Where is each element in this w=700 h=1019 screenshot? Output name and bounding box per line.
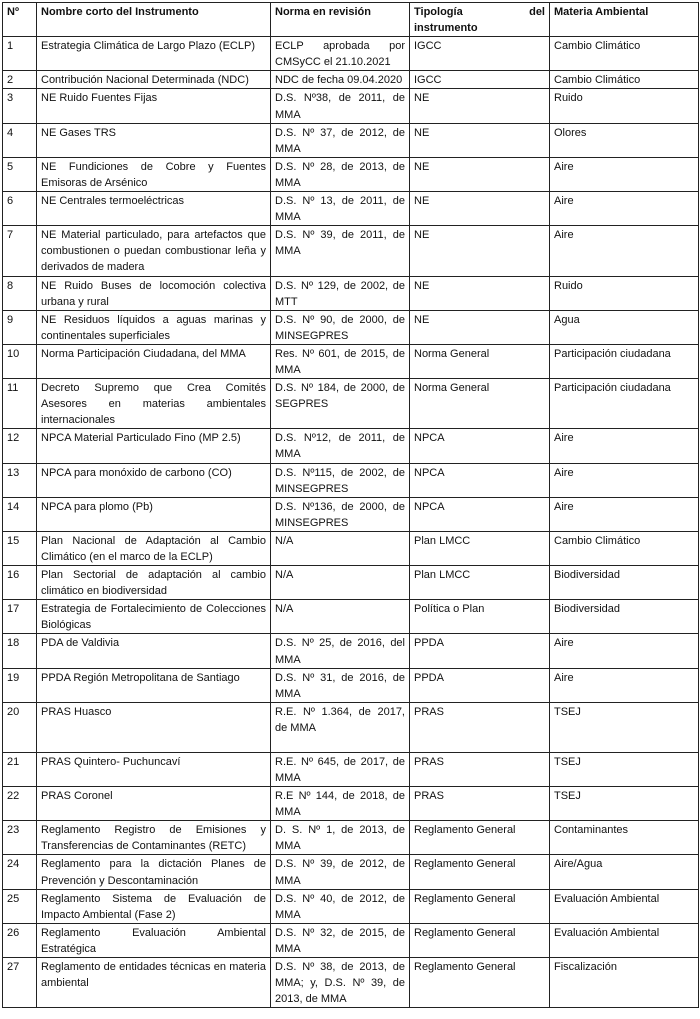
instrument-type: Norma General [410,344,550,378]
environmental-matter: Ruido [550,89,699,123]
table-row [3,429,699,463]
instrument-type: Reglamento General [410,923,550,957]
norm-under-review: ECLP aprobada por CMSyCC el 21.10.2021 [271,37,410,71]
table-row [3,463,699,497]
environmental-matter: Evaluación Ambiental [550,889,699,923]
norm-under-review: D.S. Nº 184, de 2000, de SEGPRES [271,379,410,429]
table-row [3,855,699,889]
norm-under-review: D.S. Nº136, de 2000, de MINSEGPRES [271,497,410,531]
header-name: Nombre corto del Instrumento [37,3,271,37]
row-number: 12 [3,429,37,463]
header-type: Tipología del instrumento [410,3,550,37]
environmental-matter: Biodiversidad [550,566,699,600]
instrument-type: NE [410,192,550,226]
environmental-matter: Aire [550,157,699,191]
row-number: 18 [3,634,37,668]
table-row [3,600,699,634]
instrument-type: Reglamento General [410,855,550,889]
norm-under-review: N/A [271,531,410,565]
row-number: 26 [3,923,37,957]
table-row [3,889,699,923]
instrument-name: NE Ruido Buses de locomoción colectiva urbana y rural [37,276,271,310]
instrument-name: Reglamento Sistema de Evaluación de Impacto Ambiental (Fase 2) [37,889,271,923]
instrument-name: NE Material particulado, para artefactos que combustionen o puedan combustionar leña y derivados de madera [37,226,271,276]
row-number: 16 [3,566,37,600]
table-row [3,702,699,752]
row-number: 4 [3,123,37,157]
environmental-matter: Cambio Climático [550,71,699,89]
norm-under-review: D.S. Nº 28, de 2013, de MMA [271,157,410,191]
norm-under-review: D.S. Nº 38, de 2013, de MMA; y, D.S. Nº 39, de 2013, de MMA [271,957,410,1007]
instrument-type: Reglamento General [410,957,550,1007]
instrument-type: Plan LMCC [410,531,550,565]
row-number: 19 [3,668,37,702]
instrument-type: Norma General [410,379,550,429]
instrument-type: Reglamento General [410,889,550,923]
environmental-matter: Aire/Agua [550,855,699,889]
row-number: 23 [3,821,37,855]
environmental-matter: Cambio Climático [550,37,699,71]
instrument-name: PRAS Coronel [37,787,271,821]
environmental-matter: TSEJ [550,752,699,786]
instrument-name: NE Fundiciones de Cobre y Fuentes Emisoras de Arsénico [37,157,271,191]
row-number: 22 [3,787,37,821]
instrument-type: PRAS [410,787,550,821]
table-row [3,123,699,157]
environmental-matter: Aire [550,463,699,497]
norm-under-review: Res. Nº 601, de 2015, de MMA [271,344,410,378]
row-number: 1 [3,37,37,71]
row-number: 21 [3,752,37,786]
table-row [3,923,699,957]
environmental-matter: Biodiversidad [550,600,699,634]
norm-under-review: R.E Nº 144, de 2018, de MMA [271,787,410,821]
environmental-matter: Contaminantes [550,821,699,855]
instrument-name: NE Residuos líquidos a aguas marinas y continentales superficiales [37,310,271,344]
environmental-matter: Participación ciudadana [550,344,699,378]
table-row [3,531,699,565]
norm-under-review: D.S. Nº 25, de 2016, del MMA [271,634,410,668]
instrument-type: IGCC [410,37,550,71]
instrument-type: NE [410,157,550,191]
table-row [3,37,699,71]
instrument-name: Reglamento para la dictación Planes de Prevención y Descontaminación [37,855,271,889]
environmental-matter: Cambio Climático [550,531,699,565]
norm-under-review: D.S. Nº38, de 2011, de MMA [271,89,410,123]
table-row [3,310,699,344]
instrument-type: NE [410,123,550,157]
row-number: 8 [3,276,37,310]
header-number: Nº [3,3,37,37]
table-row [3,787,699,821]
header-matter: Materia Ambiental [550,3,699,37]
row-number: 20 [3,702,37,752]
instrument-type: NE [410,89,550,123]
table-row [3,821,699,855]
norm-under-review: D.S. Nº12, de 2011, de MMA [271,429,410,463]
row-number: 15 [3,531,37,565]
environmental-matter: TSEJ [550,702,699,752]
instrument-name: Reglamento de entidades técnicas en materia ambiental [37,957,271,1007]
row-number: 14 [3,497,37,531]
row-number: 2 [3,71,37,89]
instrument-type: NPCA [410,497,550,531]
instrument-name: Estrategia de Fortalecimiento de Colecciones Biológicas [37,600,271,634]
instrument-name: NPCA para plomo (Pb) [37,497,271,531]
instrument-type: NPCA [410,429,550,463]
norm-under-review: D.S. Nº115, de 2002, de MINSEGPRES [271,463,410,497]
row-number: 27 [3,957,37,1007]
table-row [3,668,699,702]
row-number: 13 [3,463,37,497]
instrument-name: Decreto Supremo que Crea Comités Asesores en materias ambientales internacionales [37,379,271,429]
instrument-type: Plan LMCC [410,566,550,600]
header-row [3,3,699,37]
environmental-matter: Aire [550,634,699,668]
row-number: 7 [3,226,37,276]
table-row [3,379,699,429]
environmental-matter: Aire [550,226,699,276]
instrument-type: PRAS [410,702,550,752]
instrument-name: Plan Nacional de Adaptación al Cambio Climático (en el marco de la ECLP) [37,531,271,565]
row-number: 25 [3,889,37,923]
environmental-matter: TSEJ [550,787,699,821]
instrument-name: NPCA Material Particulado Fino (MP 2.5) [37,429,271,463]
environmental-matter: Olores [550,123,699,157]
instrument-type: NE [410,310,550,344]
environmental-matter: Agua [550,310,699,344]
norm-under-review: NDC de fecha 09.04.2020 [271,71,410,89]
instrument-type: NPCA [410,463,550,497]
instrument-name: PPDA Región Metropolitana de Santiago [37,668,271,702]
table-row [3,497,699,531]
instrument-name: PDA de Valdivia [37,634,271,668]
row-number: 5 [3,157,37,191]
norm-under-review: D. S. Nº 1, de 2013, de MMA [271,821,410,855]
instrument-type: NE [410,276,550,310]
row-number: 3 [3,89,37,123]
norm-under-review: N/A [271,600,410,634]
row-number: 11 [3,379,37,429]
table-row [3,71,699,89]
norm-under-review: R.E. Nº 645, de 2017, de MMA [271,752,410,786]
table-row [3,276,699,310]
environmental-matter: Aire [550,429,699,463]
row-number: 10 [3,344,37,378]
instrument-type: Reglamento General [410,821,550,855]
instrument-type: IGCC [410,71,550,89]
norm-under-review: D.S. Nº 90, de 2000, de MINSEGPRES [271,310,410,344]
instrument-type: PPDA [410,668,550,702]
environmental-matter: Aire [550,668,699,702]
instrument-name: NE Gases TRS [37,123,271,157]
instruments-table [2,2,699,1008]
environmental-matter: Aire [550,192,699,226]
instrument-name: Reglamento Evaluación Ambiental Estratégica [37,923,271,957]
table-row [3,634,699,668]
norm-under-review: D.S. Nº 40, de 2012, de MMA [271,889,410,923]
instrument-type: PPDA [410,634,550,668]
instrument-name: PRAS Huasco [37,702,271,752]
norm-under-review: N/A [271,566,410,600]
table-row [3,957,699,1007]
instrument-name: Reglamento Registro de Emisiones y Transferencias de Contaminantes (RETC) [37,821,271,855]
table-row [3,226,699,276]
norm-under-review: D.S. Nº 32, de 2015, de MMA [271,923,410,957]
norm-under-review: D.S. Nº 39, de 2012, de MMA [271,855,410,889]
norm-under-review: D.S. Nº 13, de 2011, de MMA [271,192,410,226]
instrument-name: Estrategia Climática de Largo Plazo (ECLP) [37,37,271,71]
instrument-type: PRAS [410,752,550,786]
row-number: 6 [3,192,37,226]
instrument-name: Plan Sectorial de adaptación al cambio climático en biodiversidad [37,566,271,600]
environmental-matter: Ruido [550,276,699,310]
table-row [3,566,699,600]
row-number: 24 [3,855,37,889]
environmental-matter: Participación ciudadana [550,379,699,429]
header-norm: Norma en revisión [271,3,410,37]
norm-under-review: D.S. Nº 37, de 2012, de MMA [271,123,410,157]
table-row [3,192,699,226]
norm-under-review: R.E. Nº 1.364, de 2017, de MMA [271,702,410,752]
table-row [3,752,699,786]
norm-under-review: D.S. Nº 129, de 2002, de MTT [271,276,410,310]
instrument-name: Norma Participación Ciudadana, del MMA [37,344,271,378]
instrument-type: Política o Plan [410,600,550,634]
instrument-name: NPCA para monóxido de carbono (CO) [37,463,271,497]
table-row [3,344,699,378]
instrument-type: NE [410,226,550,276]
norm-under-review: D.S. Nº 31, de 2016, de MMA [271,668,410,702]
environmental-matter: Evaluación Ambiental [550,923,699,957]
instrument-name: NE Centrales termoeléctricas [37,192,271,226]
instrument-name: PRAS Quintero- Puchuncaví [37,752,271,786]
table-row [3,157,699,191]
table-row [3,89,699,123]
instrument-name: Contribución Nacional Determinada (NDC) [37,71,271,89]
row-number: 9 [3,310,37,344]
norm-under-review: D.S. Nº 39, de 2011, de MMA [271,226,410,276]
environmental-matter: Aire [550,497,699,531]
row-number: 17 [3,600,37,634]
instrument-name: NE Ruido Fuentes Fijas [37,89,271,123]
environmental-matter: Fiscalización [550,957,699,1007]
